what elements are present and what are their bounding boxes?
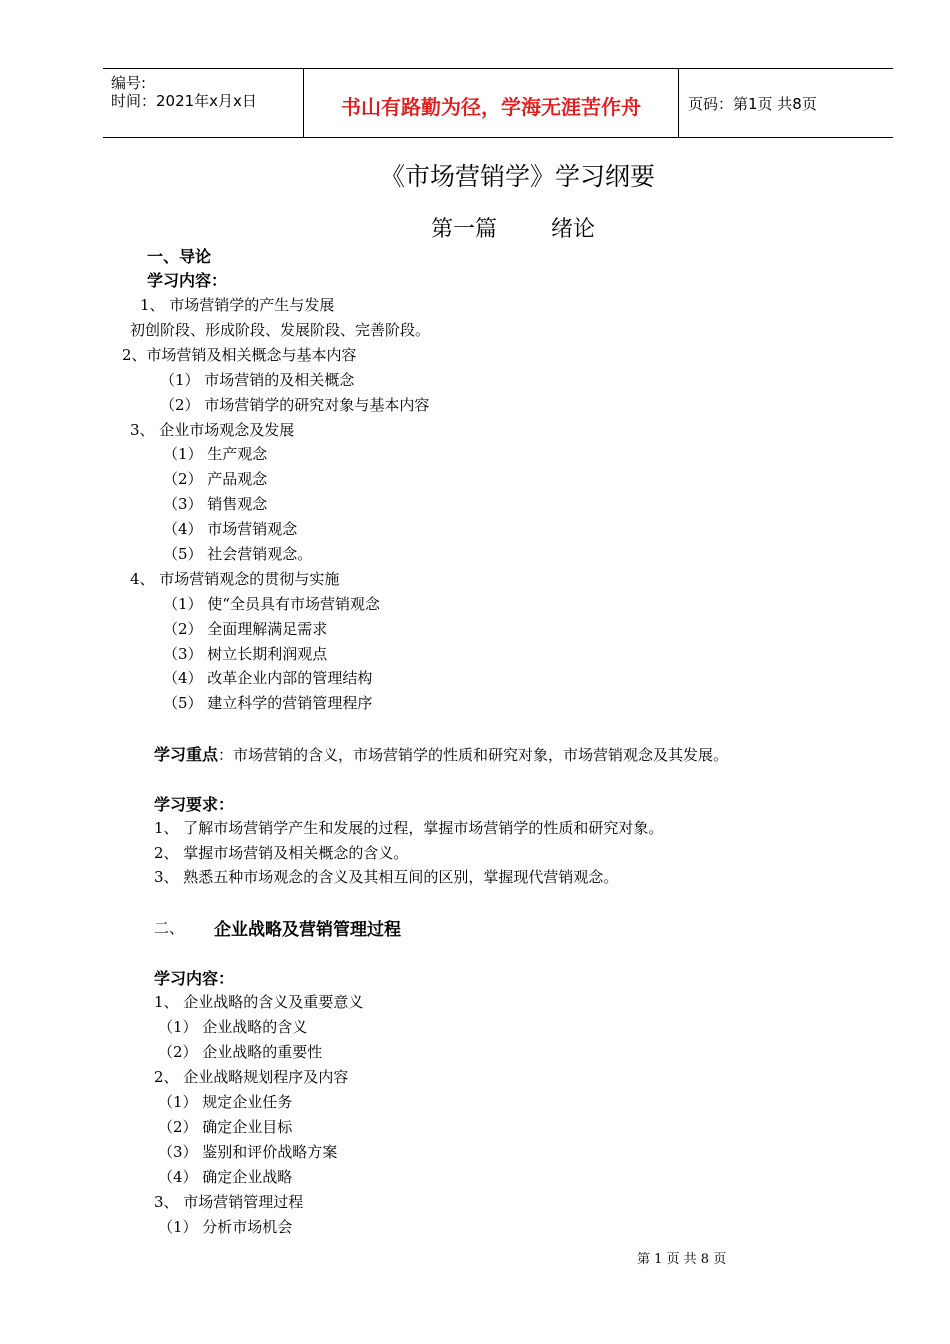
list-item: 2、 掌握市场营销及相关概念的含义。 (154, 844, 409, 862)
page-footer: 第 1 页 共 8 页 (637, 1252, 727, 1267)
list-item: （5） 建立科学的营销管理程序 (163, 694, 373, 712)
section2-number: 二、 (154, 919, 185, 937)
section1-content-heading: 学习内容： (147, 271, 228, 290)
list-item: （1） 生产观念 (163, 445, 268, 463)
list-item: （2） 市场营销学的研究对象与基本内容 (160, 396, 430, 414)
list-item: 2、市场营销及相关概念与基本内容 (122, 346, 357, 364)
list-item: （5） 社会营销观念。 (163, 545, 313, 563)
time-label: 时间：2021年x月x日 (111, 92, 257, 110)
list-item: （1） 规定企业任务 (158, 1093, 293, 1111)
list-item: （2） 企业战略的重要性 (158, 1043, 323, 1061)
list-item: 3、 企业市场观念及发展 (130, 421, 295, 439)
header-center-cell (303, 69, 679, 137)
list-item: （1） 分析市场机会 (158, 1218, 293, 1236)
list-item: （2） 产品观念 (163, 470, 268, 488)
header-table (103, 68, 893, 138)
header-left-cell (103, 69, 303, 137)
list-item: 1、 市场营销学的产生与发展 (140, 296, 335, 314)
section2-content-heading: 学习内容： (154, 969, 235, 988)
list-item: （1） 企业战略的含义 (158, 1018, 308, 1036)
list-item: 1、 企业战略的含义及重要意义 (154, 993, 364, 1011)
list-item: 初创阶段、形成阶段、发展阶段、完善阶段。 (130, 321, 431, 339)
focus-label: 学习重点 (154, 745, 219, 764)
list-item: （2） 全面理解满足需求 (163, 620, 328, 638)
list-item: （4） 市场营销观念 (163, 520, 298, 538)
list-item: （1） 市场营销的及相关概念 (160, 371, 355, 389)
header-right-cell (678, 69, 893, 137)
list-item: （2） 确定企业目标 (158, 1118, 293, 1136)
list-item: （4） 确定企业战略 (158, 1168, 293, 1186)
section1-heading: 一、导论 (147, 247, 212, 266)
list-item: 3、 市场营销管理过程 (154, 1193, 304, 1211)
list-item: 1、 了解市场营销学产生和发展的过程，掌握市场营销学的性质和研究对象。 (154, 819, 664, 837)
list-item: 2、 企业战略规划程序及内容 (154, 1068, 349, 1086)
list-item: （4） 改革企业内部的管理结构 (163, 669, 373, 687)
section2-heading: 企业战略及营销管理过程 (214, 920, 401, 940)
list-item: （1） 使“全员具有市场营销观念 (163, 595, 380, 613)
page-info: 页码：第1页 共8页 (688, 95, 817, 113)
focus-paragraph (154, 742, 728, 765)
list-item: （3） 鉴别和评价战略方案 (158, 1143, 338, 1161)
list-item: （3） 销售观念 (163, 495, 268, 513)
number-label: 编号: (111, 74, 147, 92)
list-item: 3、 熟悉五种市场观念的含义及其相互间的区别，掌握现代营销观念。 (154, 868, 619, 886)
list-item: 4、 市场营销观念的贯彻与实施 (130, 570, 340, 588)
list-item: （3） 树立长期利润观点 (163, 645, 328, 663)
part-number: 第一篇 (431, 217, 498, 242)
focus-text: ：市场营销的含义，市场营销学的性质和研究对象，市场营销观念及其发展。 (218, 746, 729, 764)
part-name: 绪论 (551, 217, 596, 242)
requirements-heading: 学习要求： (154, 795, 235, 814)
motto: 书山有路勤为径，学海无涯苦作舟 (341, 95, 641, 119)
document-title: 《市场营销学》学习纲要 (380, 162, 656, 191)
